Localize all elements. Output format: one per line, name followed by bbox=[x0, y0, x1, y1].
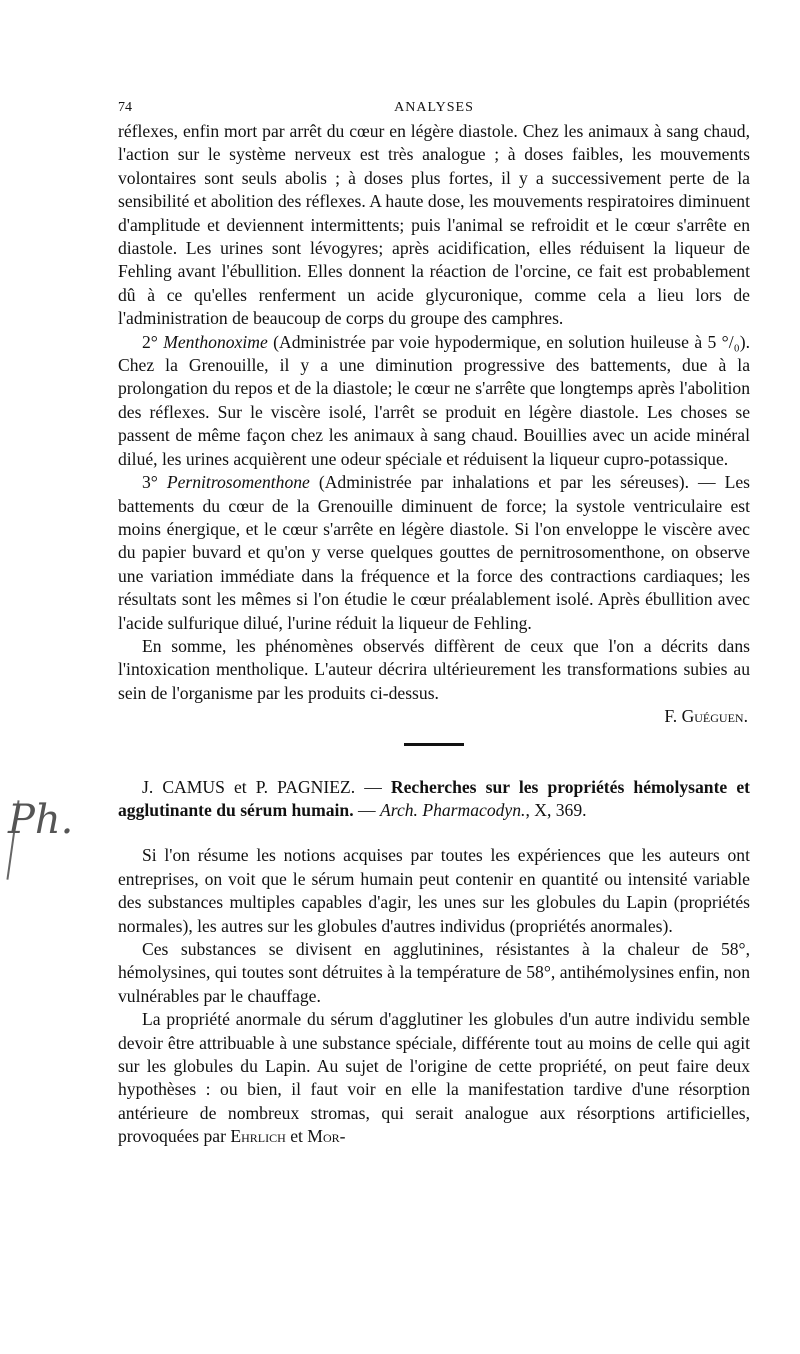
page bbox=[118, 96, 750, 1149]
article-title: Recherches sur les propriétés hémolysante et agglutinante du sérum humain. bbox=[118, 776, 750, 820]
page-number: 74 bbox=[118, 100, 132, 115]
compound-name: Pernitrosomenthone bbox=[166, 472, 310, 493]
author-signature: F. Guéguen. bbox=[664, 706, 748, 727]
section-divider bbox=[404, 743, 464, 746]
separator: — bbox=[353, 799, 380, 820]
article2-paragraph-2: Ces substances se divisent en agglutinines, résistantes à la chaleur de 58°, hémolysines, qui toutes sont détruites à la température de 58°, antihémolysines enfin, non vulnérables par le chauffage. bbox=[118, 939, 750, 1006]
compound-name: Menthonoxime bbox=[163, 331, 268, 352]
handwritten-margin-note: Ph. bbox=[8, 797, 74, 843]
authors: J. CAMUS et P. PAGNIEZ. — bbox=[142, 776, 391, 797]
article1-paragraph-1: réflexes, enfin mort par arrêt du cœur en légère diastole. Chez les animaux à sang chaud, l'action sur le système nerveux est très analogue ; à doses faibles, les mouvements volontaires sont seuls abolis ; à doses plus fortes, il y a successivement perte de la sensibilité et abolition des réflexes. A haute dose, les mouvements respiratoires diminuent d'amplitude et deviennent intermittents; puis l'animal se refroidit et le cœur s'arrête en diastole. Les urines sont lévogyres; après acidification, elles réduisent la liqueur de Fehling avant l'ébullition. Elles donnent la réaction de l'orcine, ce fait est probablement dû à ce qu'elles renferment un acide glycuronique, comme cela a lieu lors de l'administration de beaucoup de corps du groupe des camphres. bbox=[118, 121, 750, 329]
item-number: 2° bbox=[142, 331, 164, 352]
person-name: Ehrlich bbox=[230, 1126, 286, 1147]
paragraph-text: La propriété anormale du sérum d'agglutiner les globules d'un autre individu semble devoir être attribuable à une substance spéciale, différente tout au moins de celle qui agit sur les globules du Lapin. Au sujet de l'origine de cette propriété, on peut faire deux hypothèses : ou bien, il faut voir en elle la manifestation tardive d'une résorption antérieure de nombreux stromas, qui serait analogue aux résorptions artificielles, provoquées par bbox=[118, 1009, 750, 1147]
article2-paragraph-1: Si l'on résume les notions acquises par toutes les expériences que les auteurs ont entreprises, on voit que le sérum humain peut contenir en quantité ou intensité variable des substances multiples capables d'agir, les unes sur les globules du Lapin (propriétés normales), les autres sur les globules d'autres individus (propriétés anormales). bbox=[118, 845, 750, 936]
article1-paragraph-3 bbox=[118, 471, 750, 635]
running-title: ANALYSES bbox=[394, 100, 474, 115]
article2-paragraph-3 bbox=[118, 1008, 750, 1148]
paragraph-text: (Administrée par voie hypodermique, en solution huileuse à 5 °/₀). Chez la Grenouille, il y a une diminution progressive des battements, due à la prolongation du repos et de la diastole; le cœur ne s'arrête que longtemps après l'abolition des réflexes. Sur le viscère isolé, l'arrêt se produit en légère diastole. Les choses se passent de même façon chez les animaux à sang chaud. Bouillies avec un acide minéral dilué, les urines acquièrent une odeur spéciale et réduisent la liqueur cupro-potassique. bbox=[118, 331, 750, 469]
person-name: Mor- bbox=[307, 1126, 346, 1147]
article1-paragraph-4: En somme, les phénomènes observés diffèrent de ceux que l'on a décrits dans l'intoxication mentholique. L'auteur décrira ultérieurement les transformations subies au sein de l'organisme par les produits ci-dessus. bbox=[118, 635, 750, 703]
paragraph-text: (Administrée par inhalations et par les séreuses). — Les battements du cœur de la Grenouille diminuent de force; la systole ventriculaire est moins énergique, et le cœur s'arrête en légère diastole. Si l'on enveloppe le viscère avec du papier buvard et qu'on y verse quelques gouttes de pernitrosomenthone, on observe une variation immédiate dans la fréquence et la force des contractions cardiaques; les résultats sont les mêmes si l'on étudie le cœur préalablement isolé. Après ébullition avec l'acide sulfurique dilué, l'urine réduit la liqueur de Fehling. bbox=[118, 472, 750, 633]
conjunction: et bbox=[285, 1126, 308, 1147]
article2-reference bbox=[118, 776, 750, 823]
spacer bbox=[118, 822, 750, 844]
article1-paragraph-2 bbox=[118, 331, 750, 471]
item-number: 3° bbox=[142, 472, 167, 493]
volume-page: , X, 369. bbox=[525, 799, 587, 820]
page-header bbox=[118, 96, 750, 120]
journal-name: Arch. Pharmacodyn. bbox=[380, 799, 526, 820]
